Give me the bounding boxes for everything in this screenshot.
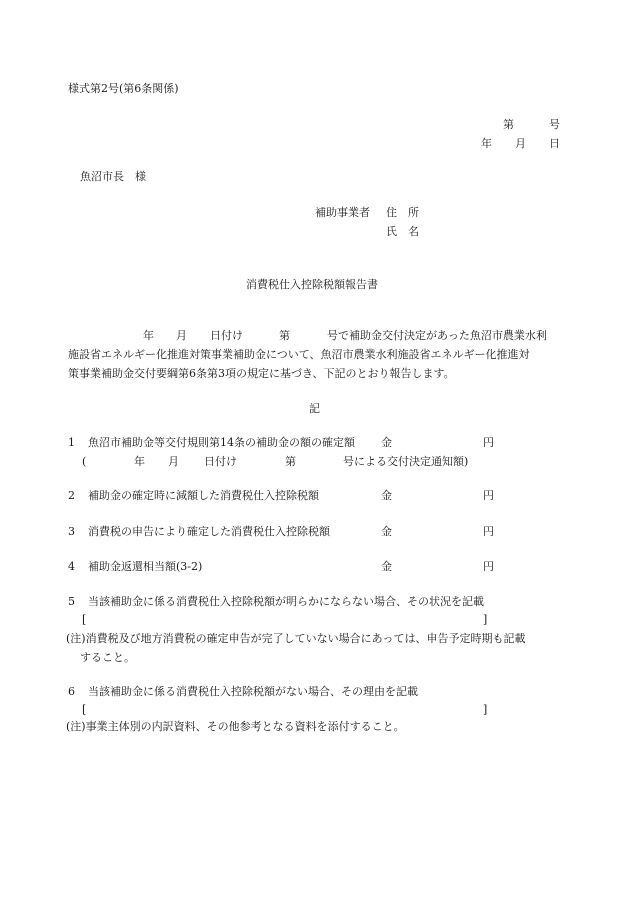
item-3-kin: 金 [381, 525, 392, 538]
body-line2: 施設省エネルギー化推進対策事業補助金について、魚沼市農業水利施設省エネルギー化推進対 [68, 348, 530, 361]
applicant-name-label: 氏 名 [386, 225, 419, 238]
item-1-en: 円 [483, 436, 494, 449]
body-line3: 策事業補助金交付要綱第6条第3項の規定に基づき、下記のとおり報告します。 [68, 367, 455, 380]
item-5-bracket-open: [ [82, 613, 87, 626]
item-4-number: 4 [68, 560, 75, 573]
item-1-sub-tail: 号による交付決定通知額) [343, 455, 469, 468]
item-2-kin: 金 [381, 489, 392, 502]
ki-heading: 記 [309, 402, 320, 415]
body-hizuke: 日付け [210, 329, 243, 342]
note-1-line-2: すること。 [80, 651, 135, 664]
doc-number-dai: 第 [503, 118, 514, 131]
item-1-kin: 金 [381, 436, 392, 449]
item-1-sub-open: ( [82, 455, 87, 468]
body-dai: 第 [279, 329, 290, 342]
body-line1-tail: 号で補助金交付決定があった魚沼市農業水利 [327, 329, 547, 342]
item-5-text: 当該補助金に係る消費税仕入控除税額が明らかにならない場合、その状況を記載 [88, 595, 484, 608]
item-6-bracket-open: [ [82, 703, 87, 716]
date-day: 日 [549, 137, 560, 150]
date-month: 月 [515, 137, 526, 150]
body-year: 年 [143, 329, 154, 342]
item-1-sub-month: 月 [168, 455, 179, 468]
doc-number-go: 号 [549, 118, 560, 131]
item-1-number: 1 [68, 436, 75, 449]
item-3-text: 消費税の申告により確定した消費税仕入控除税額 [88, 525, 330, 538]
item-3-number: 3 [68, 525, 75, 538]
item-2-text: 補助金の確定時に減額した消費税仕入控除税額 [88, 489, 319, 502]
item-1-text: 魚沼市補助金等交付規則第14条の補助金の額の確定額 [88, 436, 355, 449]
note-2: (注)事業主体別の内訳資料、その他参考となる資料を添付すること。 [66, 720, 405, 733]
item-1-sub-dai: 第 [285, 455, 296, 468]
date-year: 年 [481, 137, 492, 150]
item-6-number: 6 [68, 685, 75, 698]
item-5-number: 5 [68, 595, 75, 608]
item-2-number: 2 [68, 489, 75, 502]
item-1-sub-hizuke: 日付け [204, 455, 237, 468]
item-4-en: 円 [483, 560, 494, 573]
addressee: 魚沼市長 様 [80, 170, 146, 183]
applicant-address-label: 住 所 [386, 206, 419, 219]
item-1-sub-year: 年 [134, 455, 145, 468]
item-4-text: 補助金返還相当額(3-2) [88, 560, 203, 573]
item-2-en: 円 [483, 489, 494, 502]
body-month: 月 [176, 329, 187, 342]
document-title: 消費税仕入控除税額報告書 [246, 278, 378, 291]
item-4-kin: 金 [381, 560, 392, 573]
item-3-en: 円 [483, 525, 494, 538]
item-6-bracket-close: ] [483, 703, 488, 716]
applicant-role: 補助事業者 [315, 206, 370, 219]
item-6-text: 当該補助金に係る消費税仕入控除税額がない場合、その理由を記載 [88, 685, 418, 698]
item-5-bracket-close: ] [483, 613, 488, 626]
form-label: 様式第2号(第6条関係) [68, 82, 179, 95]
note-1-line-1: (注)消費税及び地方消費税の確定申告が完了していない場合にあっては、申告予定時期も記載 [66, 632, 526, 645]
